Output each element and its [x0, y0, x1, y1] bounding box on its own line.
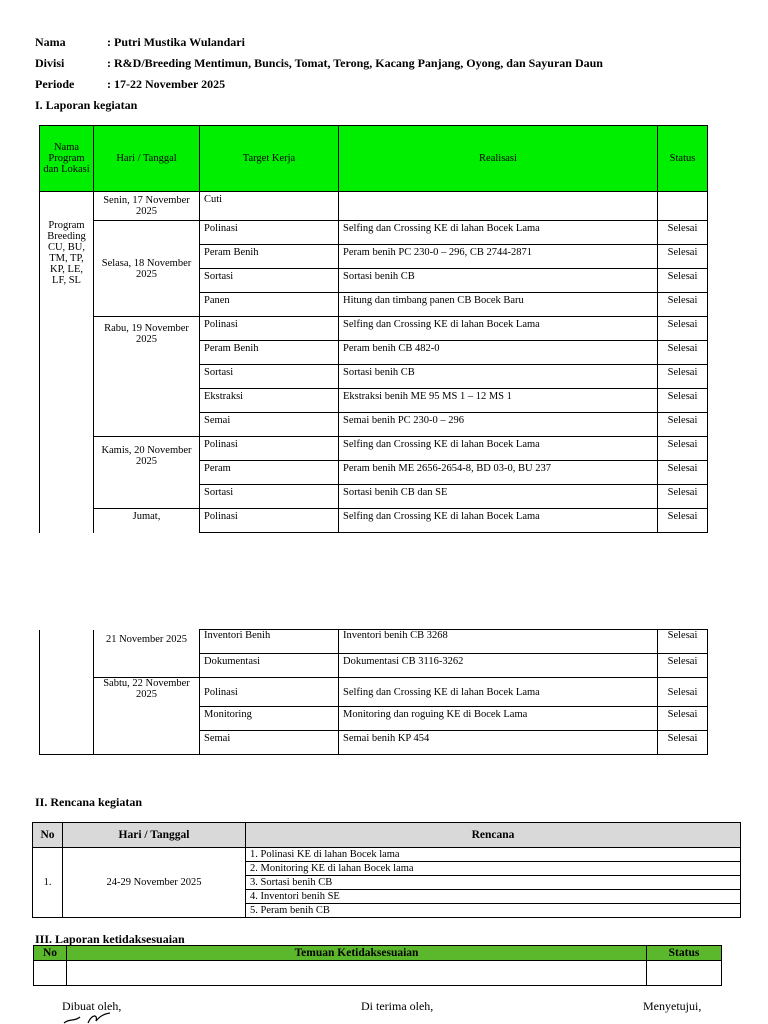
- laporan-header-row: [40, 126, 708, 192]
- realisasi-cell: Selfing dan Crossing KE di lahan Bocek Lama: [339, 317, 658, 341]
- status-cell: Selesai: [658, 461, 708, 485]
- periode-value: : 17-22 November 2025: [107, 77, 226, 91]
- rencana-header-no: No: [33, 823, 63, 848]
- realisasi-cell: Selfing dan Crossing KE di lahan Bocek Lama: [339, 221, 658, 245]
- realisasi-cell: [339, 192, 658, 221]
- realisasi-cell: Semai benih PC 230-0 – 296: [339, 413, 658, 437]
- table-row: [33, 848, 741, 862]
- rencana-item: 4. Inventori benih SE: [246, 890, 741, 904]
- day-cell: Senin, 17 November 2025: [94, 192, 200, 221]
- status-cell: Selesai: [658, 293, 708, 317]
- status-cell: [658, 192, 708, 221]
- nama-value: : Putri Mustika Wulandari: [107, 35, 245, 49]
- table-row: [40, 192, 708, 221]
- status-cell: Selesai: [658, 707, 708, 731]
- table-row: [40, 221, 708, 245]
- target-cell: Polinasi: [200, 509, 339, 533]
- signature-diterima: Di terima oleh,: [361, 999, 434, 1013]
- section3-title: III. Laporan ketidaksesuaian: [35, 932, 185, 946]
- realisasi-cell: Ekstraksi benih ME 95 MS 1 – 12 MS 1: [339, 389, 658, 413]
- table-row: [34, 961, 722, 986]
- rencana-table: [32, 822, 741, 918]
- status-cell: Selesai: [658, 365, 708, 389]
- rencana-header-row: [33, 823, 741, 848]
- table-row: [40, 317, 708, 341]
- realisasi-cell: Dokumentasi CB 3116-3262: [339, 654, 658, 678]
- divisi-label: Divisi: [35, 56, 65, 70]
- target-cell: Dokumentasi: [200, 654, 339, 678]
- realisasi-cell: Selfing dan Crossing KE di lahan Bocek Lama: [339, 678, 658, 707]
- day-cell: Jumat,: [94, 509, 200, 533]
- status-cell: Selesai: [658, 413, 708, 437]
- section1-title: I. Laporan kegiatan: [35, 98, 138, 112]
- status-cell: Selesai: [658, 317, 708, 341]
- table-row: [40, 509, 708, 533]
- laporan-table-page1: [39, 125, 708, 533]
- status-cell: Selesai: [658, 509, 708, 533]
- target-cell: Inventori Benih: [200, 630, 339, 654]
- status-cell: Selesai: [658, 485, 708, 509]
- target-cell: Sortasi: [200, 485, 339, 509]
- handwritten-signature: [60, 1012, 120, 1024]
- target-cell: Peram: [200, 461, 339, 485]
- realisasi-cell: Peram benih CB 482-0: [339, 341, 658, 365]
- rencana-item: 2. Monitoring KE di lahan Bocek lama: [246, 862, 741, 876]
- status-cell: Selesai: [658, 437, 708, 461]
- kt-header-no: No: [34, 946, 67, 961]
- ketidaksesuaian-table: [33, 945, 722, 986]
- kt-no-cell: [34, 961, 67, 986]
- rencana-item: 3. Sortasi benih CB: [246, 876, 741, 890]
- day-cell: 21 November 2025: [94, 630, 200, 678]
- target-cell: Monitoring: [200, 707, 339, 731]
- realisasi-cell: Sortasi benih CB dan SE: [339, 485, 658, 509]
- divisi-value: : R&D/Breeding Mentimun, Buncis, Tomat, Terong, Kacang Panjang, Oyong, dan Sayuran Daun: [107, 56, 603, 70]
- periode-label: Periode: [35, 77, 75, 91]
- realisasi-cell: Hitung dan timbang panen CB Bocek Baru: [339, 293, 658, 317]
- status-cell: Selesai: [658, 389, 708, 413]
- target-cell: Polinasi: [200, 317, 339, 341]
- status-cell: Selesai: [658, 245, 708, 269]
- day-cell: Selasa, 18 November 2025: [94, 221, 200, 317]
- kt-header-status: Status: [647, 946, 722, 961]
- kt-temuan-cell: [67, 961, 647, 986]
- header-program: Nama Program dan Lokasi: [40, 126, 94, 192]
- rencana-header-rencana: Rencana: [246, 823, 741, 848]
- day-cell: Rabu, 19 November 2025: [94, 317, 200, 437]
- target-cell: Cuti: [200, 192, 339, 221]
- status-cell: Selesai: [658, 341, 708, 365]
- section2-title: II. Rencana kegiatan: [35, 795, 143, 809]
- status-cell: Selesai: [658, 221, 708, 245]
- target-cell: Semai: [200, 413, 339, 437]
- realisasi-cell: Sortasi benih CB: [339, 269, 658, 293]
- nama-label: Nama: [35, 35, 66, 49]
- day-cell: Kamis, 20 November 2025: [94, 437, 200, 509]
- table-row: [40, 437, 708, 461]
- rencana-item: 1. Polinasi KE di lahan Bocek lama: [246, 848, 741, 862]
- target-cell: Sortasi: [200, 365, 339, 389]
- realisasi-cell: Peram benih ME 2656-2654-8, BD 03-0, BU 237: [339, 461, 658, 485]
- realisasi-cell: Semai benih KP 454: [339, 731, 658, 755]
- kt-status-cell: [647, 961, 722, 986]
- status-cell: Selesai: [658, 630, 708, 654]
- program-cell: Program Breeding CU, BU, TM, TP, KP, LE, LF, SL: [40, 192, 94, 533]
- target-cell: Semai: [200, 731, 339, 755]
- target-cell: Sortasi: [200, 269, 339, 293]
- status-cell: Selesai: [658, 269, 708, 293]
- status-cell: Selesai: [658, 654, 708, 678]
- realisasi-cell: Selfing dan Crossing KE di lahan Bocek Lama: [339, 437, 658, 461]
- target-cell: Polinasi: [200, 437, 339, 461]
- table-row: [40, 678, 708, 707]
- signature-menyetujui: Menyetujui,: [643, 999, 702, 1013]
- program-cell-continued: [40, 630, 94, 755]
- target-cell: Peram Benih: [200, 341, 339, 365]
- rencana-header-tanggal: Hari / Tanggal: [63, 823, 246, 848]
- table-row: [40, 630, 708, 654]
- target-cell: Peram Benih: [200, 245, 339, 269]
- target-cell: Polinasi: [200, 221, 339, 245]
- rencana-item: 5. Peram benih CB: [246, 904, 741, 918]
- ketidaksesuaian-header-row: [34, 946, 722, 961]
- target-cell: Polinasi: [200, 678, 339, 707]
- realisasi-cell: Sortasi benih CB: [339, 365, 658, 389]
- rencana-tanggal: 24-29 November 2025: [63, 848, 246, 918]
- laporan-table-page2: [39, 629, 708, 755]
- status-cell: Selesai: [658, 678, 708, 707]
- realisasi-cell: Monitoring dan roguing KE di Bocek Lama: [339, 707, 658, 731]
- status-cell: Selesai: [658, 731, 708, 755]
- realisasi-cell: Selfing dan Crossing KE di lahan Bocek Lama: [339, 509, 658, 533]
- target-cell: Panen: [200, 293, 339, 317]
- day-cell: Sabtu, 22 November 2025: [94, 678, 200, 755]
- signature-dibuat: Dibuat oleh,: [62, 999, 122, 1013]
- header-target: Target Kerja: [200, 126, 339, 192]
- header-realisasi: Realisasi: [339, 126, 658, 192]
- rencana-no: 1.: [33, 848, 63, 918]
- realisasi-cell: Inventori benih CB 3268: [339, 630, 658, 654]
- header-status: Status: [658, 126, 708, 192]
- header-tanggal: Hari / Tanggal: [94, 126, 200, 192]
- kt-header-temuan: Temuan Ketidaksesuaian: [67, 946, 647, 961]
- realisasi-cell: Peram benih PC 230-0 – 296, CB 2744-2871: [339, 245, 658, 269]
- target-cell: Ekstraksi: [200, 389, 339, 413]
